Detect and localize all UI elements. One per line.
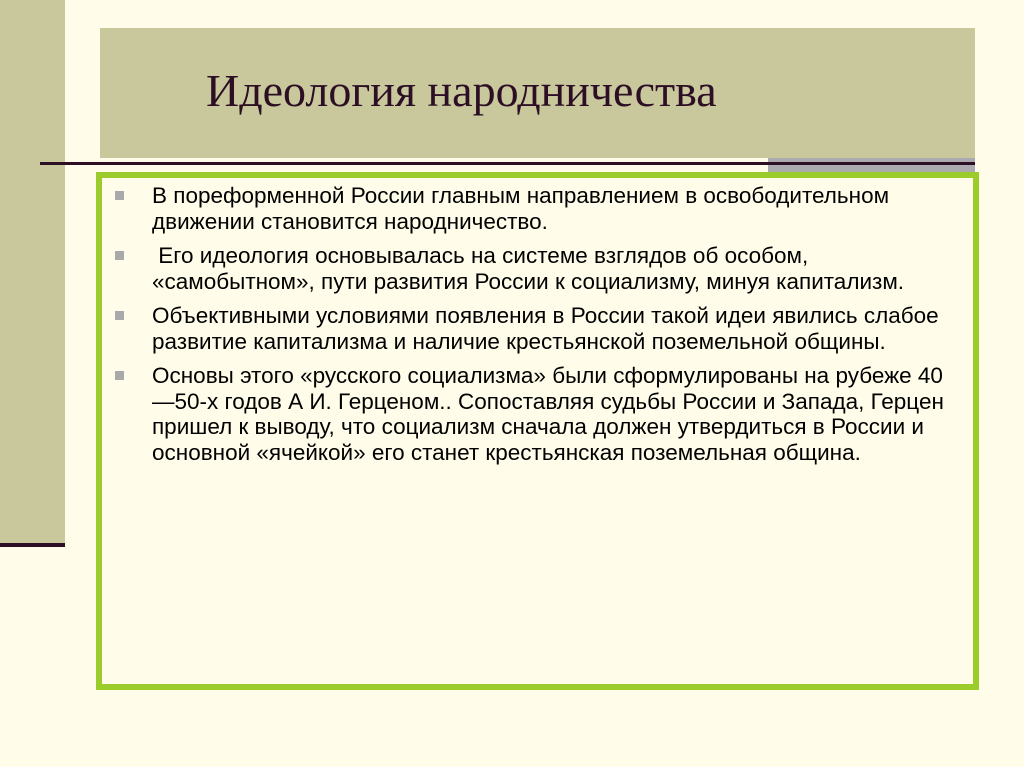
bullet-text: В пореформенной России главным направлением в освободительном движении становится народничество. [152,183,890,234]
square-bullet-icon [115,251,124,260]
bullet-list [112,183,962,474]
square-bullet-icon [115,311,124,320]
bullet-item [112,303,962,354]
bullet-text: Его идеология основывалась на системе взглядов об особом, «самобытном», пути развития России к социализму, минуя капитализм. [152,243,905,294]
slide-title: Идеология народничества [206,65,717,116]
bullet-item [112,183,962,234]
title-divider-line [40,162,975,165]
bullet-item [112,363,962,465]
left-decor-line [0,543,65,547]
left-decor-bar [0,0,65,546]
bullet-text: Основы этого «русского социализма» были сформулированы на рубеже 40—50-х годов А И. Герценом.. Сопоставляя судьбы России и Запада, Герцен пришел к выводу, что социализм сначала должен утвердиться в России и основной «ячейкой» его станет крестьянская поземельная община. [152,363,944,465]
bullet-text: Объективными условиями появления в России такой идеи явились слабое развитие капитализма и наличие крестьянской поземельной общины. [152,303,939,354]
bullet-item [112,243,962,294]
square-bullet-icon [115,191,124,200]
square-bullet-icon [115,371,124,380]
